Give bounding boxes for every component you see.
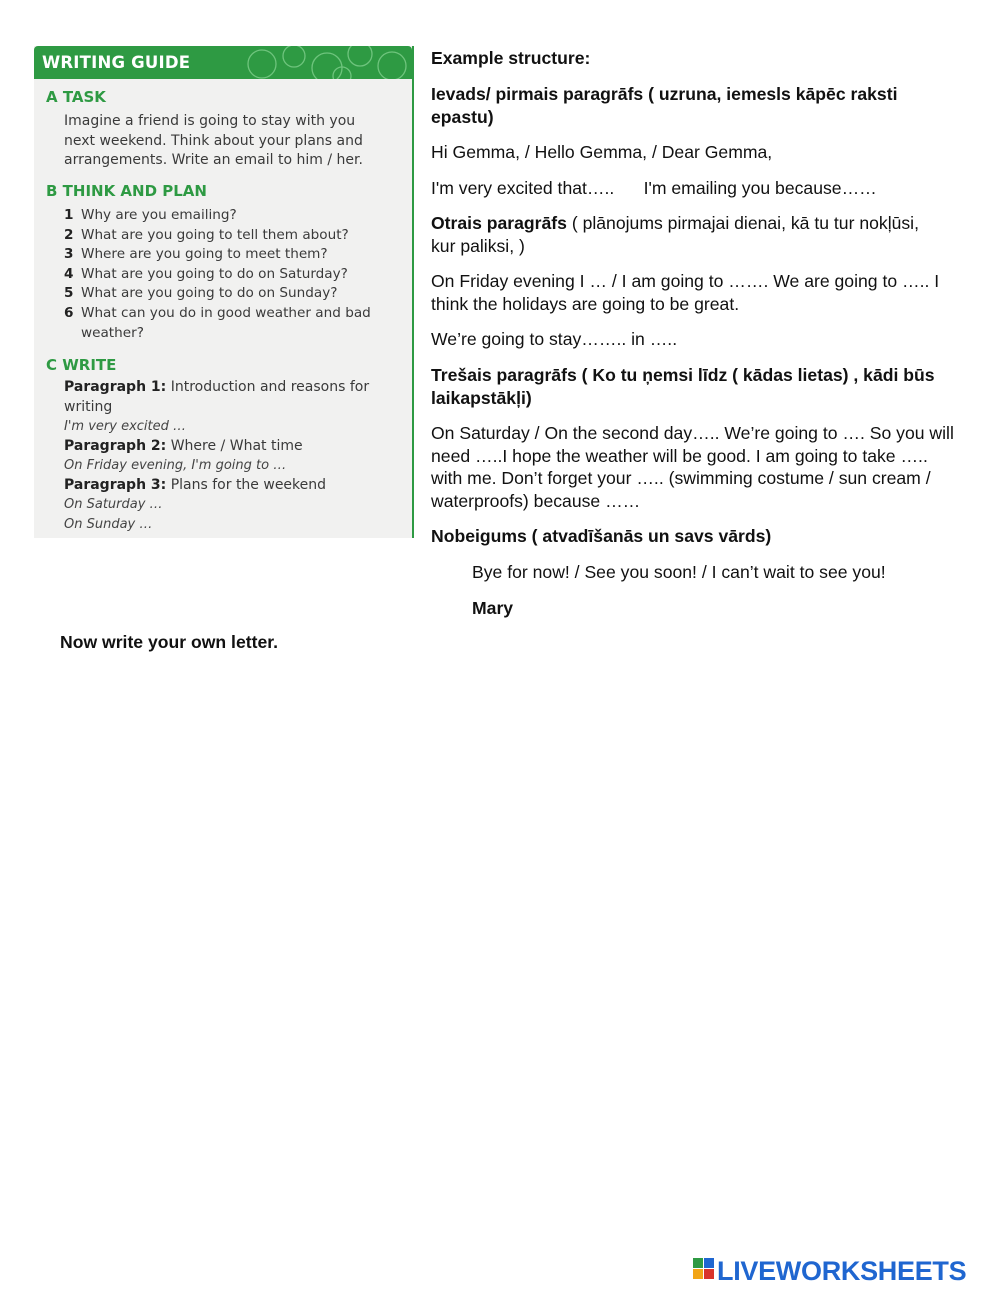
paragraph-2-guide: Paragraph 2: Where / What time On Friday evening, I'm going to …	[64, 437, 303, 473]
write-paragraphs	[64, 378, 394, 534]
paragraph-1-guide: Paragraph 1: Introduction and reasons for writing I'm very excited …	[64, 379, 370, 434]
signature: Mary	[472, 598, 514, 618]
second-heading: Otrais paragrāfs ( plānojums pirmajai dienai, kā tu tur nokļūsi, kur paliksi, )	[431, 213, 919, 256]
greeting-text: Hi Gemma, / Hello Gemma, / Dear Gemma,	[431, 142, 773, 162]
example-heading: Example structure:	[431, 48, 591, 68]
write-title: C WRITE	[46, 356, 117, 374]
list-item: 6 What can you do in good weather and bad weather?	[64, 304, 371, 341]
writing-guide-title: WRITING GUIDE	[42, 53, 191, 72]
list-item: 3 Where are you going to meet them?	[64, 246, 328, 263]
third-paragraph-text: On Saturday / On the second day….. We’re going to …. So you will need …..I hope the weather will be good. I am going to take ….. with me. Don’t forget your ….. (swimming costume / sun cream / waterproofs) because ……	[431, 423, 954, 511]
instruction-text: Now write your own letter.	[60, 632, 278, 652]
task-text: Imagine a friend is going to stay with you next weekend. Think about your plans and arrangements. Write an email to him / her.	[64, 113, 363, 168]
plan-list	[64, 206, 394, 343]
intro-heading: Ievads/ pirmais paragrāfs ( uzruna, iemesls kāpēc raksti epastu)	[431, 84, 898, 127]
live-logo-icon	[693, 1258, 715, 1280]
stay-text: We’re going to stay…….. in …..	[431, 329, 678, 349]
paragraph-3-guide: Paragraph 3: Plans for the weekend On Saturday … On Sunday …	[64, 476, 327, 532]
list-item: 5 What are you going to do on Sunday?	[64, 285, 338, 302]
opening-text: I'm very excited that….. I'm emailing you because……	[431, 178, 877, 198]
decorative-circles-icon	[232, 46, 412, 79]
second-paragraph-text: On Friday evening I … / I am going to ……. We are going to ….. I think the holidays are going to be great.	[431, 271, 940, 314]
closing-heading: Nobeigums ( atvadīšanās un savs vārds)	[431, 526, 772, 546]
closing-text: Bye for now! / See you soon! / I can’t wait to see you!	[472, 562, 886, 582]
writing-guide-header	[34, 46, 412, 79]
list-item: 4 What are you going to do on Saturday?	[64, 265, 348, 282]
list-item: 2 What are you going to tell them about?	[64, 226, 349, 243]
plan-title: B THINK AND PLAN	[46, 182, 207, 200]
task-title: A TASK	[46, 88, 106, 106]
writing-guide-panel	[34, 46, 414, 538]
logo-text: LIVEWORKSHEETS	[717, 1256, 967, 1286]
third-heading: Trešais paragrāfs ( Ko tu ņemsi līdz ( kādas lietas) , kādi būs laikapstākļi)	[431, 365, 935, 408]
list-item: 1 Why are you emailing?	[64, 207, 237, 223]
